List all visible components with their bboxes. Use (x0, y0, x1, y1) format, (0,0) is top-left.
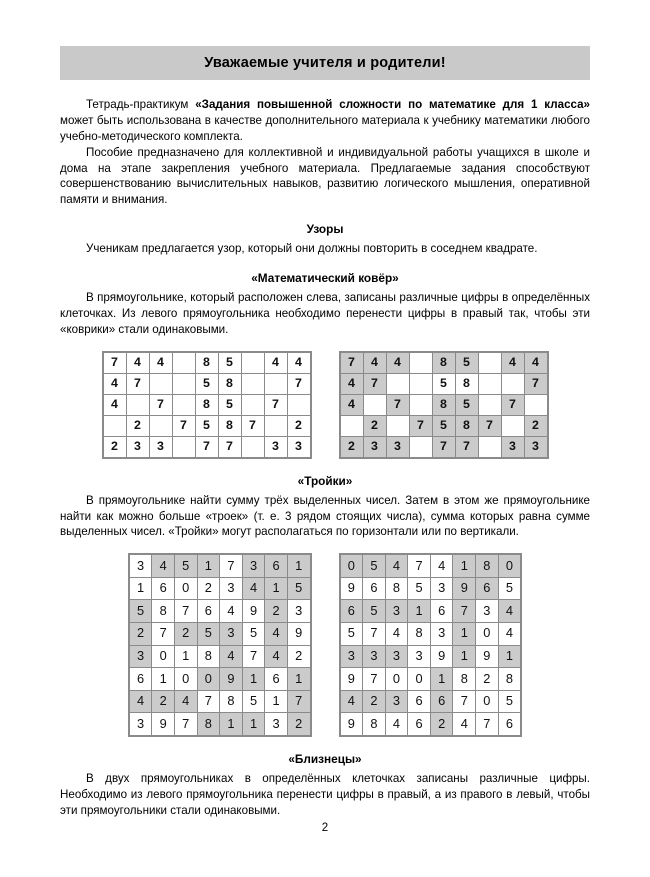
troiki-left-cell-r5c2[interactable]: 0 (152, 646, 174, 668)
kovyor-left-cell-r3c1[interactable]: 4 (104, 395, 126, 415)
troiki-right-cell-r8c5[interactable]: 2 (431, 713, 453, 735)
troiki-left-cell-r1c3[interactable]: 5 (175, 555, 197, 577)
troiki-left-cell-r1c6[interactable]: 3 (243, 555, 265, 577)
troiki-left-cell-r5c7[interactable]: 4 (265, 646, 287, 668)
kovyor-right-cell-r1c2[interactable]: 4 (364, 353, 386, 373)
troiki-right-cell-r5c3[interactable]: 3 (386, 646, 408, 668)
troiki-left-cell-r2c1[interactable]: 1 (130, 578, 152, 600)
kovyor-right-cell-r4c7[interactable]: 7 (479, 416, 501, 436)
troiki-left-cell-r4c4[interactable]: 5 (198, 623, 220, 645)
troiki-left-cell-r1c7[interactable]: 6 (265, 555, 287, 577)
troiki-left-cell-r6c3[interactable]: 0 (175, 668, 197, 690)
troiki-right-cell-r3c1[interactable]: 6 (341, 600, 363, 622)
kovyor-right-cell-r3c9[interactable] (525, 395, 547, 415)
troiki-right-cell-r6c7[interactable]: 2 (476, 668, 498, 690)
troiki-left-cell-r3c6[interactable]: 9 (243, 600, 265, 622)
kovyor-left-cell-r2c8[interactable] (265, 374, 287, 394)
kovyor-right-cell-r3c4[interactable] (410, 395, 432, 415)
troiki-right-cell-r8c8[interactable]: 6 (499, 713, 521, 735)
kovyor-right-cell-r3c6[interactable]: 5 (456, 395, 478, 415)
troiki-left-cell-r6c1[interactable]: 6 (130, 668, 152, 690)
troiki-right-cell-r7c6[interactable]: 7 (453, 691, 475, 713)
kovyor-right-cell-r4c4[interactable]: 7 (410, 416, 432, 436)
troiki-right-cell-r7c2[interactable]: 2 (363, 691, 385, 713)
troiki-left-cell-r8c4[interactable]: 8 (198, 713, 220, 735)
troiki-left-cell-r2c5[interactable]: 3 (220, 578, 242, 600)
troiki-right-cell-r3c5[interactable]: 6 (431, 600, 453, 622)
kovyor-left-cell-r5c4[interactable] (173, 437, 195, 457)
troiki-right-cell-r7c3[interactable]: 3 (386, 691, 408, 713)
kovyor-left-cell-r5c6[interactable]: 7 (219, 437, 241, 457)
kovyor-left-cell-r4c1[interactable] (104, 416, 126, 436)
kovyor-right-cell-r5c1[interactable]: 2 (341, 437, 363, 457)
kovyor-right-cell-r2c6[interactable]: 8 (456, 374, 478, 394)
kovyor-left-cell-r3c9[interactable] (288, 395, 310, 415)
troiki-right-cell-r5c4[interactable]: 3 (408, 646, 430, 668)
troiki-right-cell-r4c5[interactable]: 3 (431, 623, 453, 645)
kovyor-left-cell-r3c8[interactable]: 7 (265, 395, 287, 415)
troiki-left-cell-r6c6[interactable]: 1 (243, 668, 265, 690)
kovyor-left-cell-r5c7[interactable] (242, 437, 264, 457)
troiki-left-cell-r5c6[interactable]: 7 (243, 646, 265, 668)
intro-paragraph-1 (60, 97, 590, 145)
kovyor-left-cell-r3c6[interactable]: 5 (219, 395, 241, 415)
kovyor-left-cell-r2c4[interactable] (173, 374, 195, 394)
kovyor-left-cell-r1c2[interactable]: 4 (127, 353, 149, 373)
troiki-left-cell-r2c8[interactable]: 5 (288, 578, 310, 600)
kovyor-left-cell-r4c3[interactable] (150, 416, 172, 436)
troiki-left-cell-r6c7[interactable]: 6 (265, 668, 287, 690)
troiki-left-cell-r1c5[interactable]: 7 (220, 555, 242, 577)
kovyor-left-cell-r4c9[interactable]: 2 (288, 416, 310, 436)
troiki-right-cell-r3c8[interactable]: 4 (499, 600, 521, 622)
troiki-right-cell-r2c4[interactable]: 5 (408, 578, 430, 600)
kovyor-left-cell-r4c2[interactable]: 2 (127, 416, 149, 436)
kovyor-right-cell-r5c7[interactable] (479, 437, 501, 457)
troiki-left-cell-r4c8[interactable]: 9 (288, 623, 310, 645)
kovyor-right-cell-r1c1[interactable]: 7 (341, 353, 363, 373)
section-text-bliznecy: В двух прямоугольниках в определённых клеточках записаны различные цифры. Необходимо из левого прямоугольника перенести цифры в правый, а из правого в левый, чтобы эти прямоугольники стали одинаковыми. (60, 772, 590, 817)
kovyor-left-cell-r3c2[interactable] (127, 395, 149, 415)
kovyor-left-cell-r3c3[interactable]: 7 (150, 395, 172, 415)
kovyor-right-cell-r1c9[interactable]: 4 (525, 353, 547, 373)
kovyor-left-cell-r2c5[interactable]: 5 (196, 374, 218, 394)
kovyor-right-cell-r1c8[interactable]: 4 (502, 353, 524, 373)
troiki-left-cell-r7c5[interactable]: 8 (220, 691, 242, 713)
troiki-right-cell-r6c2[interactable]: 7 (363, 668, 385, 690)
kovyor-left-cell-r3c4[interactable] (173, 395, 195, 415)
troiki-right-cell-r6c1[interactable]: 9 (341, 668, 363, 690)
troiki-left-cell-r4c1[interactable]: 2 (130, 623, 152, 645)
troiki-right-cell-r6c4[interactable]: 0 (408, 668, 430, 690)
troiki-right-cell-r1c6[interactable]: 1 (453, 555, 475, 577)
kovyor-left-cell-r2c2[interactable]: 7 (127, 374, 149, 394)
troiki-left-cell-r8c3[interactable]: 7 (175, 713, 197, 735)
kovyor-left-cell-r4c7[interactable]: 7 (242, 416, 264, 436)
kovyor-right-cell-r2c1[interactable]: 4 (341, 374, 363, 394)
kovyor-left-cell-r5c2[interactable]: 3 (127, 437, 149, 457)
troiki-left-cell-r4c2[interactable]: 7 (152, 623, 174, 645)
troiki-left-cell-r3c3[interactable]: 7 (175, 600, 197, 622)
troiki-left-cell-r6c5[interactable]: 9 (220, 668, 242, 690)
section-heading-troiki: «Тройки» (297, 473, 353, 488)
troiki-left-cell-r4c7[interactable]: 4 (265, 623, 287, 645)
kovyor-right-cell-r4c3[interactable] (387, 416, 409, 436)
kovyor-left-cell-r1c7[interactable] (242, 353, 264, 373)
section-heading-uzory: Узоры (306, 222, 344, 237)
troiki-right-cell-r1c5[interactable]: 4 (431, 555, 453, 577)
kovyor-right-cell-r2c3[interactable] (387, 374, 409, 394)
troiki-left-cell-r4c3[interactable]: 2 (175, 623, 197, 645)
troiki-left-cell-r1c1[interactable]: 3 (130, 555, 152, 577)
troiki-right-cell-r3c4[interactable]: 1 (408, 600, 430, 622)
section-heading-bliznecy: «Близнецы» (288, 752, 362, 766)
kovyor-right-cell-r3c2[interactable] (364, 395, 386, 415)
intro-paragraph-2: Пособие предназначено для коллективной и индивидуальной работы учащихся в школе и дома на этапе закрепления учебного материала. Предлагаемые задания способствуют совершенствованию вычислительных навыков, развитию логического мышления, оперативной памяти и внимания. (60, 145, 590, 207)
kovyor-right-cell-r2c8[interactable] (502, 374, 524, 394)
troiki-left-cell-r8c7[interactable]: 3 (265, 713, 287, 735)
troiki-right-cell-r8c2[interactable]: 8 (363, 713, 385, 735)
troiki-left-cell-r3c8[interactable]: 3 (288, 600, 310, 622)
troiki-right-cell-r8c1[interactable]: 9 (341, 713, 363, 735)
troiki-left-cell-r3c2[interactable]: 8 (152, 600, 174, 622)
troiki-left-cell-r8c6[interactable]: 1 (243, 713, 265, 735)
intro-p1-bold: «Задания повышенной сложности по математике для 1 класса» (195, 98, 591, 111)
troiki-right-cell-r7c7[interactable]: 0 (476, 691, 498, 713)
troiki-right-cell-r4c1[interactable]: 5 (341, 623, 363, 645)
kovyor-right-cell-r4c8[interactable] (502, 416, 524, 436)
section-text-troiki: В прямоугольнике найти сумму трёх выделенных чисел. Затем в этом же прямоугольнике найти как можно больше «троек» (т. е. 3 рядом стоящих числа), сумма которых равна сумме выделенных чисел. «Тройки» могут располагаться по горизонтали или по вертикали. (60, 493, 590, 539)
kovyor-left-cell-r5c1[interactable]: 2 (104, 437, 126, 457)
kovyor-left-cell-r2c6[interactable]: 8 (219, 374, 241, 394)
troiki-left-cell-r8c1[interactable]: 3 (130, 713, 152, 735)
kovyor-left-cell-r1c5[interactable]: 8 (196, 353, 218, 373)
section-heading-kovyor: «Математический ковёр» (251, 271, 399, 285)
kovyor-right-cell-r3c3[interactable]: 7 (387, 395, 409, 415)
kovyor-right-cell-r2c7[interactable] (479, 374, 501, 394)
troiki-right-cell-r2c3[interactable]: 8 (386, 578, 408, 600)
kovyor-left-cell-r4c4[interactable]: 7 (173, 416, 195, 436)
troiki-left-cell-r8c8[interactable]: 2 (288, 713, 310, 735)
troiki-right-cell-r3c7[interactable]: 3 (476, 600, 498, 622)
kovyor-left-cell-r3c5[interactable]: 8 (196, 395, 218, 415)
troiki-right-cell-r6c6[interactable]: 8 (453, 668, 475, 690)
page-banner (60, 46, 590, 80)
troiki-right-cell-r2c5[interactable]: 3 (431, 578, 453, 600)
troiki-right-cell-r4c4[interactable]: 8 (408, 623, 430, 645)
troiki-left-cell-r3c7[interactable]: 2 (265, 600, 287, 622)
troiki-right-cell-r2c7[interactable]: 6 (476, 578, 498, 600)
troiki-left-cell-r5c8[interactable]: 2 (288, 646, 310, 668)
troiki-right-cell-r8c7[interactable]: 7 (476, 713, 498, 735)
troiki-right-cell-r2c2[interactable]: 6 (363, 578, 385, 600)
kovyor-right-cell-r5c8[interactable]: 3 (502, 437, 524, 457)
troiki-left-cell-r6c2[interactable]: 1 (152, 668, 174, 690)
troiki-right-cell-r6c8[interactable]: 8 (499, 668, 521, 690)
intro-p1-part1: Тетрадь-практикум (86, 98, 196, 111)
kovyor-left-cell-r2c9[interactable]: 7 (288, 374, 310, 394)
kovyor-left-cell-r4c8[interactable] (265, 416, 287, 436)
page-number: 2 (321, 822, 329, 834)
kovyor-left-cell-r5c8[interactable]: 3 (265, 437, 287, 457)
troiki-left-cell-r7c2[interactable]: 2 (152, 691, 174, 713)
intro-p1-part2: может быть использована в качестве дополнительного материала к учебнику математики любого учебно-методического комплекта. (60, 113, 590, 143)
troiki-left-cell-r4c6[interactable]: 5 (243, 623, 265, 645)
kovyor-right-cell-r5c6[interactable]: 7 (456, 437, 478, 457)
kovyor-left-cell-r2c1[interactable]: 4 (104, 374, 126, 394)
troiki-left-cell-r5c4[interactable]: 8 (198, 646, 220, 668)
troiki-left-cell-r2c6[interactable]: 4 (243, 578, 265, 600)
section-text-kovyor: В прямоугольнике, который расположен слева, записаны различные цифры в определённых клеточках. Из левого прямоугольника необходимо перенести цифры в правый так, чтобы эти «коврики» стали одинаковыми. (60, 291, 590, 336)
troiki-left-cell-r5c3[interactable]: 1 (175, 646, 197, 668)
kovyor-left-cell-r1c4[interactable] (173, 353, 195, 373)
troiki-right-cell-r5c7[interactable]: 9 (476, 646, 498, 668)
troiki-left-cell-r1c8[interactable]: 1 (288, 555, 310, 577)
troiki-right-cell-r6c3[interactable]: 0 (386, 668, 408, 690)
troiki-left-cell-r8c5[interactable]: 1 (220, 713, 242, 735)
kovyor-right-cell-r1c3[interactable]: 4 (387, 353, 409, 373)
troiki-left-cell-r4c5[interactable]: 3 (220, 623, 242, 645)
banner-title: Уважаемые учителя и родители! (204, 55, 446, 71)
troiki-right-grid[interactable] (339, 553, 523, 737)
troiki-left-cell-r2c3[interactable]: 0 (175, 578, 197, 600)
kovyor-right-cell-r4c2[interactable]: 2 (364, 416, 386, 436)
troiki-right-cell-r2c8[interactable]: 5 (499, 578, 521, 600)
troiki-right-cell-r1c2[interactable]: 5 (363, 555, 385, 577)
troiki-right-cell-r3c2[interactable]: 5 (363, 600, 385, 622)
troiki-right-cell-r7c5[interactable]: 6 (431, 691, 453, 713)
troiki-left-cell-r3c5[interactable]: 4 (220, 600, 242, 622)
troiki-left-cell-r7c4[interactable]: 7 (198, 691, 220, 713)
kovyor-right-cell-r1c6[interactable]: 5 (456, 353, 478, 373)
kovyor-left-cell-r4c5[interactable]: 5 (196, 416, 218, 436)
troiki-left-cell-r8c2[interactable]: 9 (152, 713, 174, 735)
troiki-left-cell-r7c6[interactable]: 5 (243, 691, 265, 713)
troiki-right-cell-r8c6[interactable]: 4 (453, 713, 475, 735)
troiki-right-cell-r1c1[interactable]: 0 (341, 555, 363, 577)
troiki-right-cell-r1c8[interactable]: 0 (499, 555, 521, 577)
kovyor-right-cell-r5c5[interactable]: 7 (433, 437, 455, 457)
troiki-right-cell-r8c3[interactable]: 4 (386, 713, 408, 735)
troiki-right-cell-r5c5[interactable]: 9 (431, 646, 453, 668)
troiki-right-cell-r7c4[interactable]: 6 (408, 691, 430, 713)
kovyor-right-cell-r5c2[interactable]: 3 (364, 437, 386, 457)
kovyor-right-cell-r2c4[interactable] (410, 374, 432, 394)
troiki-left-cell-r1c2[interactable]: 4 (152, 555, 174, 577)
kovyor-left-grid[interactable] (102, 351, 312, 459)
kovyor-right-cell-r4c5[interactable]: 5 (433, 416, 455, 436)
kovyor-right-cell-r2c9[interactable]: 7 (525, 374, 547, 394)
troiki-right-cell-r6c5[interactable]: 1 (431, 668, 453, 690)
troiki-left-cell-r7c3[interactable]: 4 (175, 691, 197, 713)
troiki-left-cell-r7c7[interactable]: 1 (265, 691, 287, 713)
kovyor-right-cell-r2c2[interactable]: 7 (364, 374, 386, 394)
troiki-right-cell-r5c1[interactable]: 3 (341, 646, 363, 668)
kovyor-left-cell-r5c3[interactable]: 3 (150, 437, 172, 457)
kovyor-right-cell-r5c9[interactable]: 3 (525, 437, 547, 457)
troiki-right-cell-r4c7[interactable]: 0 (476, 623, 498, 645)
kovyor-right-cell-r3c5[interactable]: 8 (433, 395, 455, 415)
kovyor-left-cell-r2c3[interactable] (150, 374, 172, 394)
kovyor-right-cell-r3c1[interactable]: 4 (341, 395, 363, 415)
troiki-left-cell-r2c7[interactable]: 1 (265, 578, 287, 600)
troiki-left-cell-r6c4[interactable]: 0 (198, 668, 220, 690)
troiki-right-cell-r3c6[interactable]: 7 (453, 600, 475, 622)
troiki-left-cell-r5c1[interactable]: 3 (130, 646, 152, 668)
kovyor-left-cell-r1c3[interactable]: 4 (150, 353, 172, 373)
kovyor-right-cell-r4c9[interactable]: 2 (525, 416, 547, 436)
troiki-right-cell-r3c3[interactable]: 3 (386, 600, 408, 622)
troiki-left-cell-r5c5[interactable]: 4 (220, 646, 242, 668)
kovyor-left-cell-r5c9[interactable]: 3 (288, 437, 310, 457)
troiki-right-cell-r5c2[interactable]: 3 (363, 646, 385, 668)
troiki-left-cell-r1c4[interactable]: 1 (198, 555, 220, 577)
kovyor-left-cell-r1c1[interactable]: 7 (104, 353, 126, 373)
troiki-right-cell-r8c4[interactable]: 6 (408, 713, 430, 735)
troiki-right-cell-r5c6[interactable]: 1 (453, 646, 475, 668)
troiki-left-cell-r7c8[interactable]: 7 (288, 691, 310, 713)
troiki-right-cell-r2c6[interactable]: 9 (453, 578, 475, 600)
kovyor-right-cell-r1c4[interactable] (410, 353, 432, 373)
troiki-left-cell-r2c2[interactable]: 6 (152, 578, 174, 600)
troiki-left-cell-r3c4[interactable]: 6 (198, 600, 220, 622)
troiki-right-cell-r1c3[interactable]: 4 (386, 555, 408, 577)
troiki-right-cell-r1c7[interactable]: 8 (476, 555, 498, 577)
kovyor-right-cell-r5c4[interactable] (410, 437, 432, 457)
kovyor-right-cell-r3c8[interactable]: 7 (502, 395, 524, 415)
troiki-left-grid[interactable] (128, 553, 312, 737)
troiki-right-cell-r2c1[interactable]: 9 (341, 578, 363, 600)
kovyor-right-cell-r2c5[interactable]: 5 (433, 374, 455, 394)
kovyor-right-cell-r4c6[interactable]: 8 (456, 416, 478, 436)
kovyor-left-cell-r1c6[interactable]: 5 (219, 353, 241, 373)
kovyor-right-cell-r1c7[interactable] (479, 353, 501, 373)
kovyor-right-cell-r4c1[interactable] (341, 416, 363, 436)
troiki-grid-pair (60, 553, 590, 737)
kovyor-right-cell-r5c3[interactable]: 3 (387, 437, 409, 457)
kovyor-right-cell-r1c5[interactable]: 8 (433, 353, 455, 373)
troiki-right-cell-r4c2[interactable]: 7 (363, 623, 385, 645)
troiki-right-cell-r5c8[interactable]: 1 (499, 646, 521, 668)
troiki-right-cell-r1c4[interactable]: 7 (408, 555, 430, 577)
troiki-right-cell-r7c8[interactable]: 5 (499, 691, 521, 713)
kovyor-left-cell-r5c5[interactable]: 7 (196, 437, 218, 457)
kovyor-grid-pair (60, 351, 590, 459)
troiki-right-cell-r4c6[interactable]: 1 (453, 623, 475, 645)
kovyor-left-cell-r1c8[interactable]: 4 (265, 353, 287, 373)
troiki-left-cell-r3c1[interactable]: 5 (130, 600, 152, 622)
section-text-uzory: Ученикам предлагается узор, который они должны повторить в соседнем квадрате. (86, 242, 538, 256)
kovyor-left-cell-r3c7[interactable] (242, 395, 264, 415)
troiki-right-cell-r4c3[interactable]: 4 (386, 623, 408, 645)
kovyor-left-cell-r2c7[interactable] (242, 374, 264, 394)
troiki-left-cell-r2c4[interactable]: 2 (198, 578, 220, 600)
kovyor-right-grid[interactable] (339, 351, 549, 459)
troiki-left-cell-r6c8[interactable]: 1 (288, 668, 310, 690)
kovyor-left-cell-r1c9[interactable]: 4 (288, 353, 310, 373)
troiki-left-cell-r7c1[interactable]: 4 (130, 691, 152, 713)
troiki-right-cell-r7c1[interactable]: 4 (341, 691, 363, 713)
kovyor-left-cell-r4c6[interactable]: 8 (219, 416, 241, 436)
kovyor-right-cell-r3c7[interactable] (479, 395, 501, 415)
troiki-right-cell-r4c8[interactable]: 4 (499, 623, 521, 645)
